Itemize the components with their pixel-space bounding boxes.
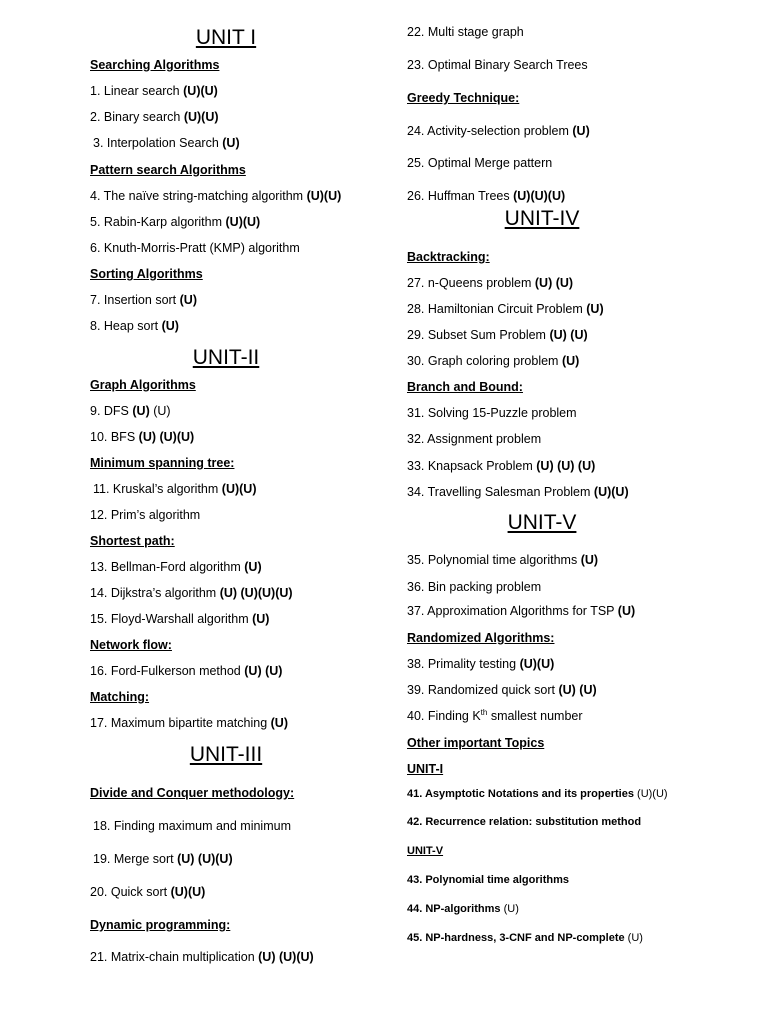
list-item: 13. Bellman-Ford algorithm (U)	[90, 560, 262, 574]
searching-algorithms-heading: Searching Algorithms	[90, 58, 220, 72]
list-item: 20. Quick sort (U)(U)	[90, 885, 206, 899]
list-item: 8. Heap sort (U)	[90, 319, 179, 333]
list-item: 15. Floyd-Warshall algorithm (U)	[90, 612, 270, 626]
list-item: 1. Linear search (U)(U)	[90, 84, 218, 98]
list-item: 21. Matrix-chain multiplication (U) (U)(U)	[90, 950, 314, 964]
list-item: 34. Travelling Salesman Problem (U)(U)	[407, 485, 629, 499]
sorting-algorithms-heading: Sorting Algorithms	[90, 267, 203, 281]
list-item: 38. Primality testing (U)(U)	[407, 657, 555, 671]
list-item: 2. Binary search (U)(U)	[90, 110, 219, 124]
backtracking-heading: Backtracking:	[407, 250, 490, 264]
matching-heading: Matching:	[90, 690, 150, 704]
list-item: 32. Assignment problem	[407, 432, 542, 446]
unit-i-subheading: UNIT-I	[407, 762, 444, 776]
divide-and-conquer-heading: Divide and Conquer methodology:	[90, 786, 295, 800]
list-item: 6. Knuth-Morris-Pratt (KMP) algorithm	[90, 241, 300, 255]
list-item: 7. Insertion sort (U)	[90, 293, 197, 307]
list-item: 18. Finding maximum and minimum	[93, 819, 291, 833]
list-item: 5. Rabin-Karp algorithm (U)(U)	[90, 215, 261, 229]
list-item: 12. Prim’s algorithm	[90, 508, 201, 522]
list-item: 36. Bin packing problem	[407, 580, 542, 594]
list-item: 31. Solving 15-Puzzle problem	[407, 406, 577, 420]
list-item: 40. Finding $K^{th}$ smallest number	[407, 707, 583, 723]
list-item: 45. NP-hardness, 3-CNF and NP-complete (U)	[407, 932, 643, 944]
list-item: 28. Hamiltonian Circuit Problem (U)	[407, 302, 604, 316]
list-item: 39. Randomized quick sort (U) (U)	[407, 683, 597, 697]
list-item: 30. Graph coloring problem (U)	[407, 354, 580, 368]
list-item: 23. Optimal Binary Search Trees	[407, 58, 588, 72]
unit-5-heading: UNIT-V	[507, 511, 577, 534]
list-item: 25. Optimal Merge pattern	[407, 156, 553, 170]
list-item: 42. Recurrence relation: substitution method	[407, 816, 642, 828]
list-item: 4. The naïve string-matching algorithm (U)(U)	[90, 189, 342, 203]
list-item: 43. Polynomial time algorithms	[407, 874, 569, 886]
unit-1-heading: UNIT I	[195, 26, 257, 49]
unit-v-subheading: UNIT-V	[407, 845, 444, 857]
unit-4-heading: UNIT-IV	[504, 207, 580, 230]
list-item: 33. Knapsack Problem (U) (U) (U)	[407, 459, 596, 473]
unit-3-heading: UNIT-III	[189, 743, 263, 766]
list-item: 14. Dijkstra’s algorithm (U) (U)(U)(U)	[90, 586, 293, 600]
list-item: 10. BFS (U) (U)(U)	[90, 430, 195, 444]
other-important-topics-heading: Other important Topics	[407, 736, 545, 750]
list-item: 11. Kruskal’s algorithm (U)(U)	[93, 482, 257, 496]
network-flow-heading: Network flow:	[90, 638, 172, 652]
randomized-algorithms-heading: Randomized Algorithms:	[407, 631, 555, 645]
minimum-spanning-tree-heading: Minimum spanning tree:	[90, 456, 235, 470]
list-item: 9. DFS (U) (U)	[90, 404, 171, 418]
shortest-path-heading: Shortest path:	[90, 534, 175, 548]
list-item: 26. Huffman Trees (U)(U)(U)	[407, 189, 566, 203]
branch-and-bound-heading: Branch and Bound:	[407, 380, 523, 394]
list-item: 19. Merge sort (U) (U)(U)	[93, 852, 233, 866]
unit-2-heading: UNIT-II	[192, 346, 260, 369]
graph-algorithms-heading: Graph Algorithms	[90, 378, 196, 392]
list-item: 24. Activity-selection problem (U)	[407, 124, 590, 138]
list-item: 27. n-Queens problem (U) (U)	[407, 276, 574, 290]
list-item: 35. Polynomial time algorithms (U)	[407, 553, 599, 567]
list-item: 16. Ford-Fulkerson method (U) (U)	[90, 664, 283, 678]
list-item: 37. Approximation Algorithms for TSP (U)	[407, 604, 636, 618]
list-item: 3. Interpolation Search (U)	[93, 136, 240, 150]
dynamic-programming-heading: Dynamic programming:	[90, 918, 231, 932]
list-item: 44. NP-algorithms (U)	[407, 903, 519, 915]
list-item: 22. Multi stage graph	[407, 25, 524, 39]
list-item: 41. Asymptotic Notations and its properties (U)(U)	[407, 788, 668, 800]
greedy-technique-heading: Greedy Technique:	[407, 91, 520, 105]
list-item: 29. Subset Sum Problem (U) (U)	[407, 328, 588, 342]
pattern-search-heading: Pattern search Algorithms	[90, 163, 246, 177]
list-item: 17. Maximum bipartite matching (U)	[90, 716, 288, 730]
